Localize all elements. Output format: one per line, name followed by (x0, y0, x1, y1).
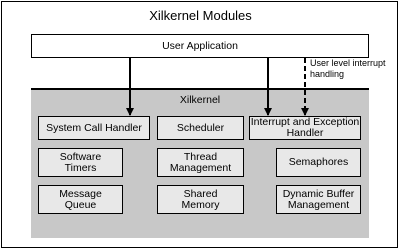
module-line: Interrupt and Exception (250, 116, 360, 128)
module-line: Semaphores (288, 156, 349, 168)
module-line: Management (169, 161, 232, 174)
module-line: Scheduler (176, 121, 225, 134)
user-application-label: User Application (162, 39, 238, 52)
module-line: Timers (64, 161, 97, 174)
interrupt-note-line1: User level interrupt (310, 58, 386, 68)
module-line: Handler (286, 127, 324, 139)
module-line: System Call Handler (46, 121, 142, 134)
module-line: Shared (183, 187, 218, 200)
module-line: Dynamic Buffer (282, 187, 355, 200)
interrupt-note-line2: handling (310, 69, 345, 79)
module-line: Message (59, 187, 102, 200)
xilkernel-label: Xilkernel (179, 94, 221, 106)
module-line: Thread (183, 150, 218, 163)
module-line: Software (59, 150, 102, 163)
module-line: Management (287, 198, 350, 211)
diagram-title: Xilkernel Modules (149, 8, 252, 23)
module-line: Memory (181, 198, 220, 211)
module-line: Queue (64, 198, 97, 211)
